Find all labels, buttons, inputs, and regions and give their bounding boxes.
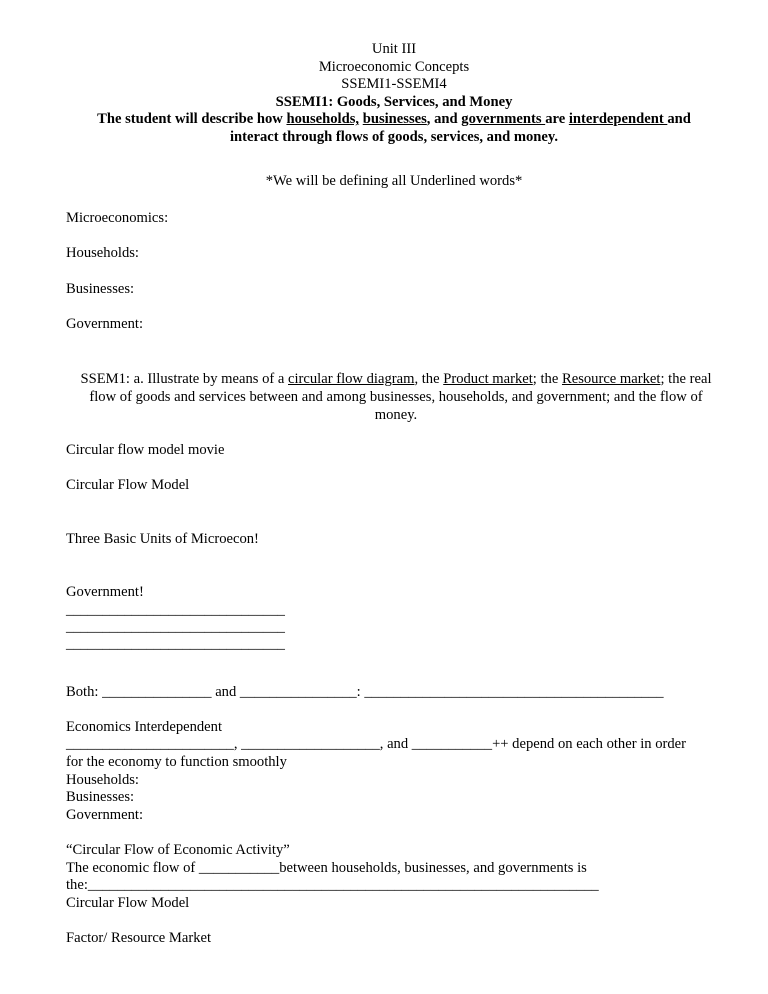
spacer-before-government xyxy=(66,548,722,584)
standard-description-line1 xyxy=(66,111,722,129)
title-standard-name: SSEMI1: Goods, Services, and Money xyxy=(275,93,513,110)
economics-interdependent-heading: Economics Interdependent xyxy=(66,718,223,735)
spacer-vocab-1 xyxy=(66,228,722,246)
blank-rule-2[interactable]: ______________________________ xyxy=(66,619,285,636)
standard-text-pre: The student will describe how xyxy=(97,111,287,128)
title-block xyxy=(66,41,722,147)
both-blank-2[interactable]: ________________ xyxy=(239,683,357,700)
vocab-government: Government: xyxy=(66,315,144,332)
economic-flow-pre: The economic flow of xyxy=(66,859,199,876)
interdependent-term-households: Households: xyxy=(66,771,139,788)
title-standards-range: SSEMI1-SSEMI4 xyxy=(341,76,447,93)
spacer-vocab-3 xyxy=(66,298,722,316)
both-conjunction: and xyxy=(211,683,240,700)
blank-rule-3[interactable]: ______________________________ xyxy=(66,636,285,653)
standard-text-post: and xyxy=(667,111,691,128)
interdependent-term-government: Government: xyxy=(66,806,144,823)
spacer-before-three-units xyxy=(66,495,722,531)
standard-a-pre: SSEM1: a. Illustrate by means of a xyxy=(80,371,289,388)
both-fill-line xyxy=(66,684,722,702)
blank-rule-1[interactable]: ______________________________ xyxy=(66,602,285,619)
underlined-product-market: Product market xyxy=(443,371,533,388)
underlined-circular-flow-diagram: circular flow diagram xyxy=(288,371,415,388)
title-unit: Unit III xyxy=(371,41,417,57)
underlined-households: households, xyxy=(286,111,360,128)
interdependent-sep-2: , and xyxy=(379,736,412,753)
item-three-basic-units: Three Basic Units of Microecon! xyxy=(66,530,259,547)
spacer-after-note xyxy=(66,190,722,210)
factor-resource-market-label: Factor/ Resource Market xyxy=(66,929,212,946)
standard-a-post: ; the real flow of goods and services between and among businesses, households, and government; and the flow of money. xyxy=(89,371,712,423)
both-colon: : xyxy=(356,683,365,700)
circular-flow-model-label: Circular Flow Model xyxy=(66,894,190,911)
interdependent-term-businesses: Businesses: xyxy=(66,789,135,806)
underlined-resource-market: Resource market xyxy=(561,371,661,388)
title-subject: Microeconomic Concepts xyxy=(318,58,470,75)
standard-a-paragraph xyxy=(66,371,722,424)
economic-flow-line xyxy=(66,860,722,878)
spacer-before-factor-market xyxy=(66,912,722,930)
both-blank-1[interactable]: _______________ xyxy=(102,683,212,700)
vocab-microeconomics: Microeconomics: xyxy=(66,210,169,227)
spacer-before-circular-flow xyxy=(66,824,722,842)
underlined-words-note: *We will be defining all Underlined words* xyxy=(265,172,523,189)
interdependent-sep-1: , xyxy=(233,736,242,753)
spacer-vocab-2 xyxy=(66,263,722,281)
the-blank[interactable]: ______________________________________________________________________ xyxy=(87,877,599,894)
standard-text-mid3: are xyxy=(545,111,569,128)
interdependent-fill-line xyxy=(66,736,722,754)
interdependent-blank-1[interactable]: _______________________ xyxy=(66,736,234,753)
interdependent-blank-3[interactable]: ___________ xyxy=(411,736,493,753)
standard-a-mid1: , the xyxy=(414,371,444,388)
standard-a-mid2: ; the xyxy=(532,371,562,388)
the-label: the: xyxy=(66,877,88,894)
spacer-after-standard-a xyxy=(66,424,722,442)
underlined-interdependent: interdependent xyxy=(568,111,668,128)
underlined-businesses: businesses xyxy=(362,111,427,128)
item-circular-flow-movie: Circular flow model movie xyxy=(66,442,225,459)
standard-text-mid2: , and xyxy=(426,111,462,128)
circular-flow-quoted-title: “Circular Flow of Economic Activity” xyxy=(66,842,290,859)
economic-flow-post: between households, businesses, and governments is xyxy=(279,859,587,876)
vocab-households: Households: xyxy=(66,245,139,262)
underlined-governments: governments xyxy=(461,111,546,128)
interdependent-tail: ++ depend on each other in order xyxy=(492,736,687,753)
standard-description-line2: interact through flows of goods, services, and money. xyxy=(229,128,559,145)
vocab-businesses: Businesses: xyxy=(66,280,135,297)
item-circular-flow-model: Circular Flow Model xyxy=(66,477,190,494)
interdependent-blank-2[interactable]: ___________________ xyxy=(241,736,380,753)
both-label: Both: xyxy=(66,683,103,700)
interdependent-continuation: for the economy to function smoothly xyxy=(66,754,287,771)
spacer-items-1 xyxy=(66,460,722,478)
both-blank-3[interactable]: _________________________________________ xyxy=(364,683,664,700)
the-answer-line xyxy=(66,877,722,895)
document-body xyxy=(66,41,722,948)
spacer-after-both xyxy=(66,701,722,719)
economic-flow-blank[interactable]: ___________ xyxy=(198,859,280,876)
spacer-after-title xyxy=(66,147,722,173)
spacer-before-both xyxy=(66,654,722,684)
spacer-before-standard-a xyxy=(66,333,722,371)
item-government-heading: Government! xyxy=(66,584,144,601)
